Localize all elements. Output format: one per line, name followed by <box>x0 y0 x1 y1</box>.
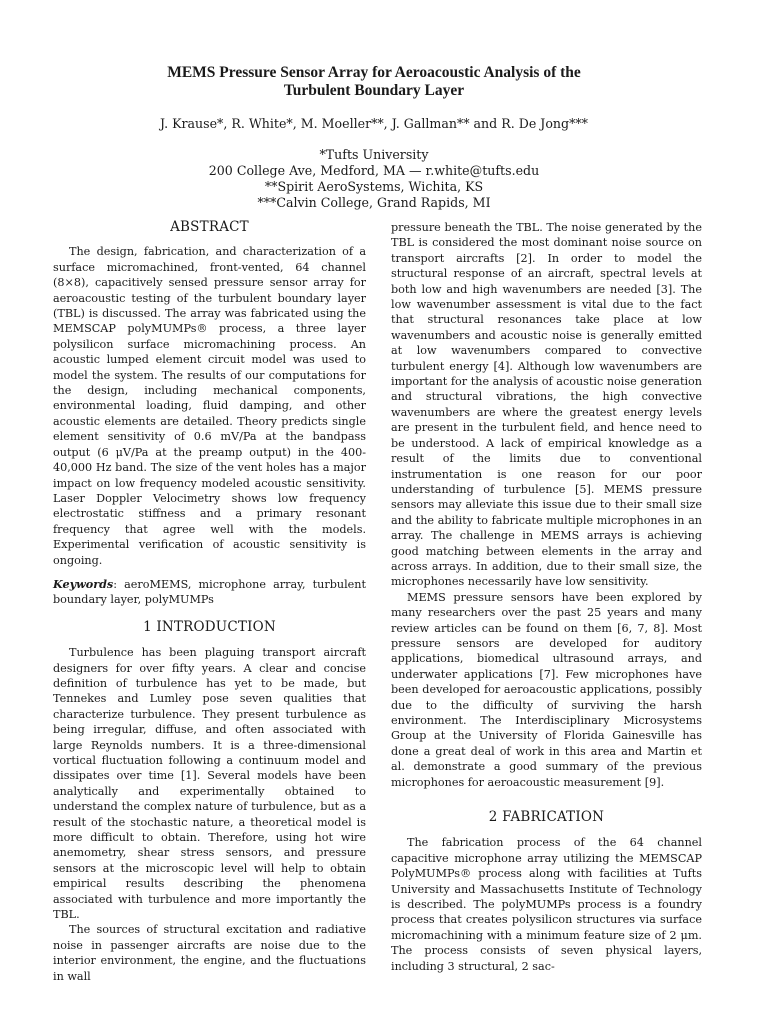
title-line-2: Turbulent Boundary Layer <box>283 82 465 99</box>
affiliation-line: *Tufts University <box>319 147 429 162</box>
right-column <box>391 220 702 974</box>
author-list: J. Krause*, R. White*, M. Moeller**, J. Gallman** and R. De Jong*** <box>160 116 588 131</box>
introduction-paragraph: MEMS pressure sensors have been explored by many researchers over the past 25 years and many review articles can be found on them [6, 7, 8]. Most pressure sensors are developed for auditory applications, biomedical ultrasound arrays, and underwater applications [7]. Few microphones have been developed for aeroacoustic applications, possibly due to the difficulty of surviving the harsh environment. The Interdisciplinary Microsystems Group at the University of Florida Gainesville has done a great deal of work in this area and Martin et al. demonstrate a good summary of the previous microphones for aeroacoustic measurement [9]. <box>391 590 702 789</box>
affiliation-line: **Spirit AeroSystems, Wichita, KS <box>264 179 484 194</box>
introduction-paragraph: Turbulence has been plaguing transport aircraft designers for over fifty years. A clear and concise definition of turbulence has yet to be made, but Tennekes and Lumley pose seven qualities that characterize turbulence. They present turbulence as being irregular, diffuse, and often associated with large Reynolds numbers. It is a three-dimensional vortical fluctuation following a continuum model and dissipates over time [1]. Several models have been analytically and experimentally obtained to understand the complex nature of turbulence, but as a result of the stochastic nature, a theoretical model is more difficult to obtain. Therefore, using hot wire anemometry, shear stress sensors, and pressure sensors at the microscopic level will help to obtain empirical results describing the phenomena associated with turbulence and more importantly the TBL. <box>53 646 366 922</box>
paper-title <box>60 64 688 100</box>
affiliation-line: ***Calvin College, Grand Rapids, MI <box>257 195 491 210</box>
abstract-body: The design, fabrication, and characterization of a surface micromachined, front-vented, 64 channel (8×8), capacitively sensed pressure sensor array for aeroacoustic testing of the turbulent boundary layer (TBL) is discussed. The array was fabricated using the MEMSCAP polyMUMPs® process, a three layer polysilicon surface micromachining process. An acoustic lumped element circuit model was used to model the system. The results of our computations for the design, including mechanical components, environmental loading, fluid damping, and other acoustic elements are detailed. Theory predicts single element sensitivity of 0.6 mV/Pa at the bandpass output (6 μV/Pa at the preamp output) in the 400-40,000 Hz band. The size of the vent holes has a major impact on low frequency modeled acoustic sensitivity. Laser Doppler Velocimetry shows low frequency electrostatic stiffness and a primary resonant frequency that agree well with the models. Experimental verification of acoustic sensitivity is ongoing. <box>53 245 366 567</box>
keywords-text: : aeroMEMS, microphone array, turbulent boundary layer, polyMUMPs <box>53 577 366 607</box>
title-line-1: MEMS Pressure Sensor Array for Aeroacoustic Analysis of the <box>167 64 581 81</box>
introduction-heading: 1 INTRODUCTION <box>143 618 276 635</box>
introduction-paragraph: The sources of structural excitation and radiative noise in passenger aircrafts are noise due to the interior environment, the engine, and the fluctuations in wall <box>53 923 366 983</box>
fabrication-heading: 2 FABRICATION <box>488 809 605 826</box>
keywords-line <box>53 577 366 608</box>
introduction-paragraph-continued: pressure beneath the TBL. The noise generated by the TBL is considered the most dominant noise source on transport aircrafts [2]. In order to model the structural response of an aircraft, spectral levels at both low and high wavenumbers are needed [3]. The low wavenumber assessment is vital due to the fact that structural resonances take place at low wavenumbers and acoustic noise is generally emitted at low wavenumbers compared to convective turbulent energy [4]. Although low wavenumbers are important for the analysis of acoustic noise generation and structural vibrations, the high convective wavenumbers are where the greatest energy levels are present in the turbulent field, and hence need to be understood. A lack of empirical knowledge as a result of the limits due to conventional instrumentation is one reason for our poor understanding of turbulence [5]. MEMS pressure sensors may alleviate this issue due to their small size and the ability to fabricate multiple microphones in an array. The challenge in MEMS arrays is achieving good matching between elements in the array and across arrays. In addition, due to their small size, the microphones necessarily have low sensitivity. <box>391 221 702 589</box>
affiliations <box>60 147 688 211</box>
abstract-heading: ABSTRACT <box>170 219 249 235</box>
affiliation-line: 200 College Ave, Medford, MA — r.white@tufts.edu <box>208 163 540 178</box>
keywords-label: Keywords <box>53 576 114 591</box>
left-column <box>53 220 366 984</box>
fabrication-paragraph: The fabrication process of the 64 channel capacitive microphone array utilizing the MEMSCAP PolyMUMPs® process along with facilities at Tufts University and Massachusetts Institute of Technology is described. The polyMUMPs process is a foundry process that creates polysilicon structures via surface micromachining with a minimum feature size of 2 μm. The process consists of seven physical layers, including 3 structural, 2 sac- <box>391 836 702 973</box>
